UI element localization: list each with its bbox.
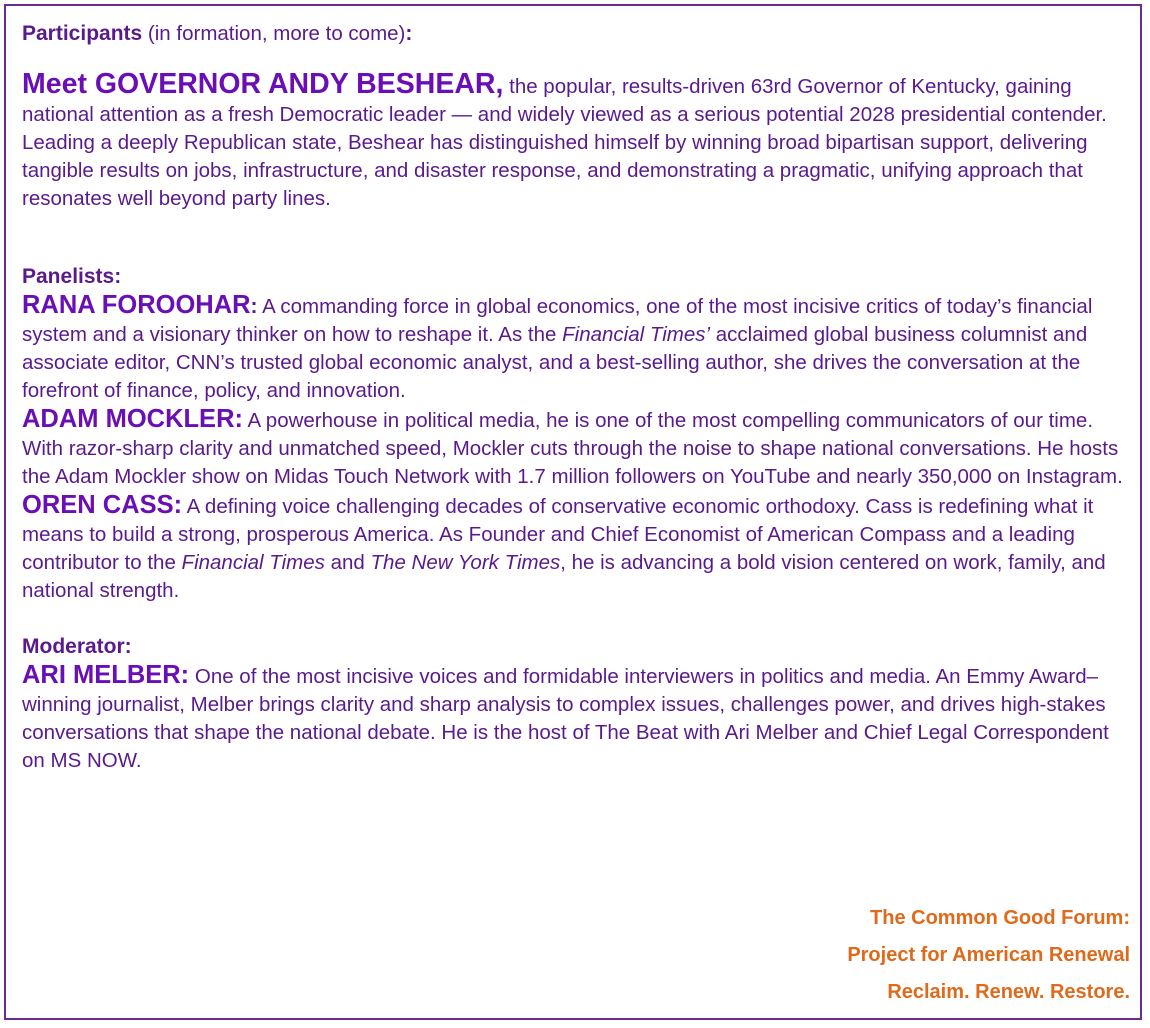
- panelist-name: ADAM MOCKLER:: [22, 405, 243, 433]
- panelist-text: A defining voice challenging decades of conservative economic orthodoxy. Cass is redefining what it means to build a strong, prosperous America. As Founder and Chief Economist of American Compass and a leading contributor to the: [22, 495, 1094, 574]
- governor-text: the popular, results-driven 63rd Governor of Kentucky, gaining national attention as a fresh Democratic leader — and widely viewed as a serious potential 2028 presidential contender. Leading a deeply Republican state, Beshear has distinguished himself by winning broad bipartisan support, delivering tangible results on jobs, infrastructure, and disaster response, and demonstrating a pragmatic, unifying approach that resonates well beyond party lines.: [22, 75, 1107, 210]
- forum-signature: [847, 900, 1130, 1011]
- moderator-name: ARI MELBER:: [22, 661, 190, 689]
- panelist-text: , he is advancing a bold vision centered on work, family, and national strength.: [22, 551, 1106, 602]
- participants-heading: Participants: [22, 22, 143, 45]
- panelist-cass: [22, 491, 1130, 605]
- panelists-heading: Panelists:: [22, 265, 122, 288]
- document-body: [22, 20, 1130, 775]
- panelist-foroohar: [22, 291, 1130, 405]
- panelist-name: RANA FOROOHAR: [22, 291, 251, 319]
- panelist-text: and: [324, 551, 371, 574]
- forum-name: The Common Good Forum:: [870, 907, 1130, 929]
- forum-tagline: Reclaim. Renew. Restore.: [887, 981, 1130, 1003]
- governor-paragraph: [22, 70, 1130, 213]
- forum-project: Project for American Renewal: [847, 944, 1130, 966]
- publication-title: Financial Times’: [562, 323, 711, 346]
- moderator-paragraph: [22, 661, 1130, 775]
- participants-note: (in formation, more to come): [142, 22, 406, 45]
- moderator-heading: Moderator:: [22, 635, 132, 658]
- moderator-text: One of the most incisive voices and formidable interviewers in politics and media. An Emmy Award–winning journalist, Melber brings clarity and sharp analysis to complex issues, challenges power, and drives high-stakes conversations that shape the national debate. He is the host of The Beat with Ari Melber and Chief Legal Correspondent on MS NOW.: [22, 665, 1109, 772]
- publication-title: The New York Times: [370, 551, 561, 574]
- participants-colon: :: [405, 22, 413, 45]
- publication-title: Financial Times: [181, 551, 325, 574]
- panelist-text: A powerhouse in political media, he is one of the most compelling communicators of our time. With razor-sharp clarity and unmatched speed, Mockler cuts through the noise to shape national conversations. He hosts the Adam Mockler show on Midas Touch Network with 1.7 million followers on YouTube and nearly 350,000 on Instagram.: [22, 409, 1123, 488]
- participants-line: [22, 20, 1130, 48]
- panelist-text: acclaimed global business columnist and associate editor, CNN’s trusted global economic analyst, and a best-selling author, she drives the conversation at the forefront of finance, policy, and innovation.: [22, 323, 1088, 402]
- panelist-text: A commanding force in global economics, one of the most incisive critics of today’s financial system and a visionary thinker on how to reshape it. As the: [22, 295, 1093, 346]
- panelist-name-colon: :: [250, 295, 258, 318]
- governor-name: Meet GOVERNOR ANDY BESHEAR,: [22, 68, 504, 100]
- panelist-name: OREN CASS:: [22, 491, 183, 519]
- panelist-mockler: [22, 405, 1130, 491]
